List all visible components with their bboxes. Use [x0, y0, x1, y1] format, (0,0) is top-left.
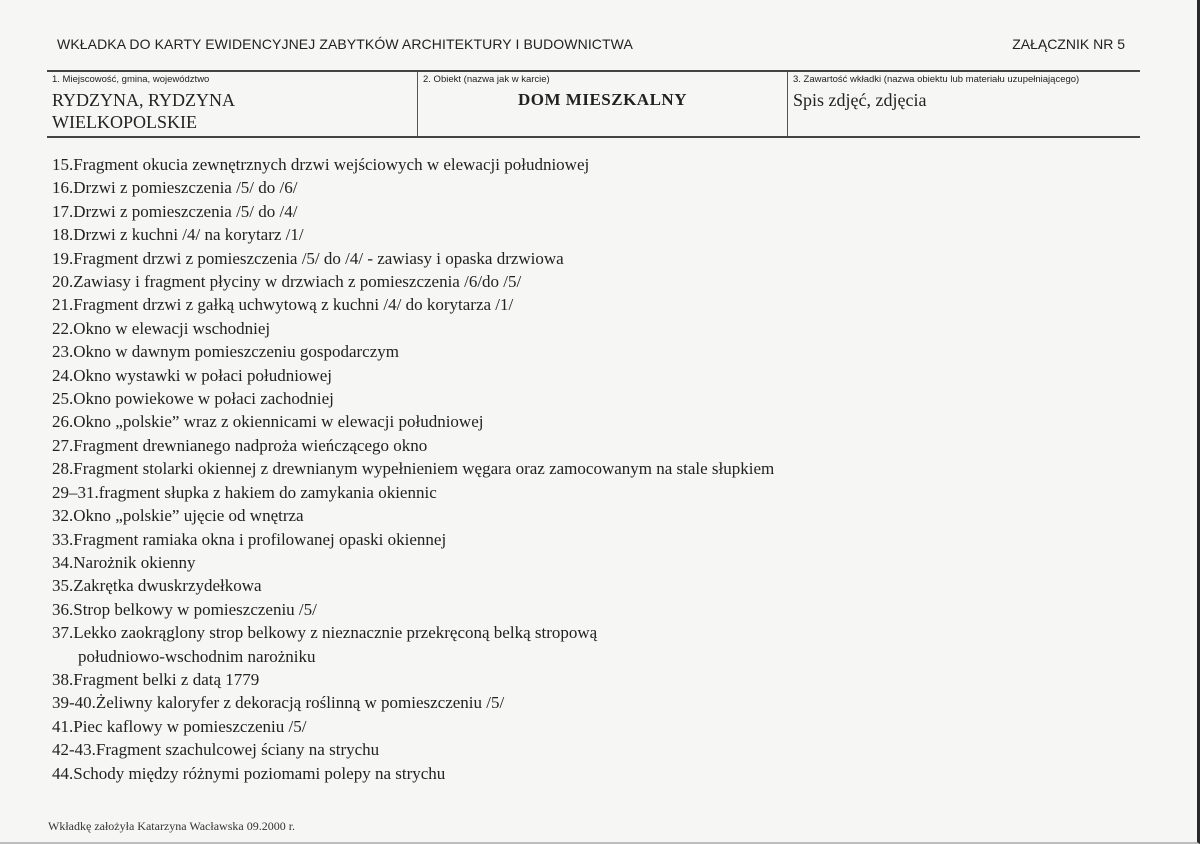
list-item: 32.Okno „polskie” ujęcie od wnętrza [52, 506, 304, 526]
list-item: 36.Strop belkowy w pomieszczeniu /5/ [52, 599, 317, 619]
list-item-37 [52, 621, 774, 668]
contents-cell [788, 72, 1140, 136]
list-item: 41.Piec kaflowy w pomieszczeniu /5/ [52, 716, 307, 736]
list-item: 42-43.Fragment szachulcowej ściany na strychu [52, 740, 380, 760]
list-item: 21.Fragment drzwi z gałką uchwytową z kuchni /4/ do korytarza /1/ [52, 295, 514, 315]
list-item-37-line1: 37.Lekko zaokrąglony strop belkowy z nieznacznie przekręconą belką stropową [52, 623, 598, 643]
list-item: 34.Narożnik okienny [52, 552, 196, 572]
list-item: 15.Fragment okucia zewnętrznych drzwi wejściowych w elewacji południowej [52, 155, 590, 174]
list-item: 35.Zakrętka dwuskrzydełkowa [52, 576, 262, 596]
list-item: 25.Okno powiekowe w połaci zachodniej [52, 389, 334, 409]
object-value: DOM MIESZKALNY [518, 90, 687, 109]
list-item: 24.Okno wystawki w połaci południowej [52, 365, 332, 385]
list-item: 39-40.Żeliwny kaloryfer z dekoracją roślinną w pomieszczeniu /5/ [52, 693, 505, 713]
object-cell [418, 72, 788, 136]
list-item: 27.Fragment drewnianego nadproża wieńczącego okno [52, 435, 428, 455]
annex-number: ZAŁĄCZNIK NR 5 [1012, 36, 1125, 52]
contents-value: Spis zdjęć, zdjęcia [793, 90, 927, 110]
list-item: 18.Drzwi z kuchni /4/ na korytarz /1/ [52, 225, 304, 245]
list-item: 16.Drzwi z pomieszczenia /5/ do /6/ [52, 178, 298, 198]
contents-label: 3. Zawartość wkładki (nazwa obiektu lub materiału uzupełniającego) [793, 74, 1080, 85]
list-item: 20.Zawiasy i fragment płyciny w drzwiach z pomieszczenia /6/do /5/ [52, 272, 522, 292]
list-item: 26.Okno „polskie” wraz z okiennicami w elewacji południowej [52, 412, 484, 432]
list-item: 28.Fragment stolarki okiennej z drewnianym wypełnieniem węgara oraz zamocowanym na stale słupkiem [52, 459, 775, 479]
photo-list [52, 153, 774, 785]
locality-label: 1. Miejscowość, gmina, województwo [52, 74, 210, 85]
list-item: 33.Fragment ramiaka okna i profilowanej opaski okiennej [52, 529, 447, 549]
list-item-37-line2: południowo-wschodnim narożniku [78, 646, 316, 666]
info-table [47, 70, 1140, 138]
list-item: 44.Schody między różnymi poziomami polepy na strychu [52, 763, 446, 783]
list-item: 22.Okno w elewacji wschodniej [52, 318, 271, 338]
list-item: 29–31.fragment słupka z hakiem do zamykania okiennic [52, 482, 437, 502]
document-title: WKŁADKA DO KARTY EWIDENCYJNEJ ZABYTKÓW ARCHITEKTURY I BUDOWNICTWA [57, 36, 633, 52]
locality-cell [47, 72, 418, 136]
list-item: 19.Fragment drzwi z pomieszczenia /5/ do /4/ - zawiasy i opaska drzwiowa [52, 248, 564, 268]
object-label: 2. Obiekt (nazwa jak w karcie) [423, 74, 550, 85]
footer-note: Wkładkę założyła Katarzyna Wacławska 09.2000 r. [48, 819, 296, 833]
list-item: 38.Fragment belki z datą 1779 [52, 669, 260, 689]
list-item: 23.Okno w dawnym pomieszczeniu gospodarczym [52, 342, 399, 362]
locality-value-line2: WIELKOPOLSKIE [52, 112, 197, 132]
list-item: 17.Drzwi z pomieszczenia /5/ do /4/ [52, 201, 298, 221]
locality-value-line1: RYDZYNA, RYDZYNA [52, 90, 236, 110]
